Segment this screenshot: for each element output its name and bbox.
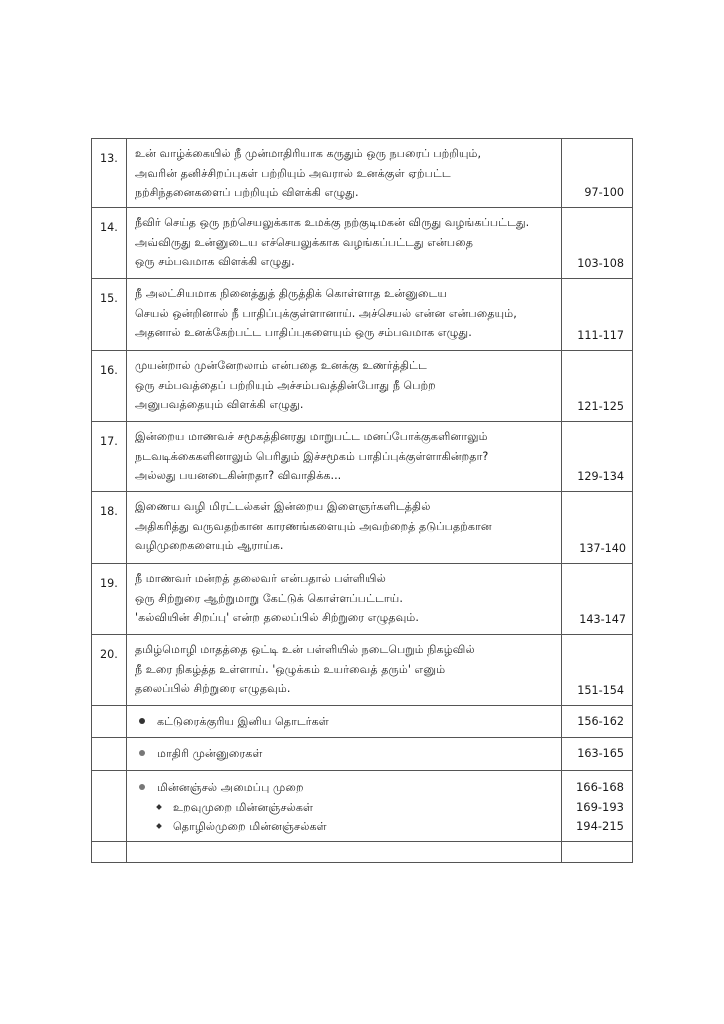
toc-row <box>92 139 633 208</box>
page-ranges <box>562 771 633 842</box>
question-line: அனுபவத்தையும் விளக்கி எழுது. <box>135 398 304 411</box>
question-line: வழிமுறைகளையும் ஆராய்க. <box>135 539 284 552</box>
empty-cell <box>92 706 127 738</box>
toc-row <box>92 351 633 422</box>
question-line: இணைய வழி மிரட்டல்கள் இன்றைய இளைஞர்களிடத்தில் <box>135 500 431 513</box>
bullet-icon <box>139 750 145 756</box>
page-range: 137-140 <box>562 492 633 564</box>
question-line: நீ உரை நிகழ்த்த உள்ளாய். 'ஒழுக்கம் உயர்வைத் தரும்' எனும் <box>135 662 446 676</box>
question-line: இன்றைய மாணவச் சமூகத்தினரது மாறுபட்ட மனப்போக்குகளினாலும் <box>135 430 488 443</box>
question-number: 17. <box>92 422 127 492</box>
toc-row <box>92 564 633 635</box>
empty-row <box>92 842 633 863</box>
question-line: நடவடிக்கைகளினாலும் பெரிதும் இச்சமூகம் பாதிப்புக்குள்ளாகின்றதா? <box>135 449 489 463</box>
question-number: 13. <box>92 139 127 208</box>
section-entry <box>127 706 562 738</box>
question-text <box>127 635 562 706</box>
question-line: நீவிர் செய்த ஒரு நற்செயலுக்காக உமக்கு நற்குடிமகன் விருது வழங்கப்பட்டது. <box>135 216 530 229</box>
toc-row <box>92 422 633 492</box>
question-line: நீ மாணவர் மன்றத் தலைவர் என்பதால் பள்ளியில் <box>135 572 386 585</box>
diamond-bullet-icon <box>156 823 162 829</box>
section-label: கட்டுரைக்குரிய இனிய தொடர்கள் <box>157 714 329 728</box>
table-of-contents <box>91 138 633 863</box>
question-line: தலைப்பில் சிற்றுரை எழுதவும். <box>135 682 291 695</box>
question-text <box>127 139 562 208</box>
toc-row <box>92 279 633 351</box>
question-text <box>127 492 562 564</box>
question-text <box>127 351 562 422</box>
page-range: 156-162 <box>562 706 633 738</box>
section-entry <box>127 738 562 771</box>
toc-section-row <box>92 738 633 771</box>
question-line: உன் வாழ்க்கையில் நீ முன்மாதிரியாக கருதும் ஒரு நபரைப் பற்றியும், <box>135 147 482 160</box>
bullet-icon <box>139 718 145 724</box>
question-line: அவ்விருது உன்னுடைய எச்செயலுக்காக வழங்கப்பட்டது என்பதை <box>135 235 474 249</box>
question-number: 18. <box>92 492 127 564</box>
page-range: 169-193 <box>575 799 624 814</box>
toc-row <box>92 492 633 564</box>
toc-row <box>92 208 633 279</box>
question-line: அல்லது பயனடைகின்றதா? விவாதிக்க... <box>135 469 342 482</box>
question-line: நீ அலட்சியமாக நினைத்துத் திருத்திக் கொள்ளாத உன்னுடைய <box>135 287 448 300</box>
question-number: 16. <box>92 351 127 422</box>
subitem-label: தொழில்முறை மின்னஞ்சல்கள் <box>173 820 327 833</box>
question-line: முயன்றால் முன்னேறலாம் என்பதை உனக்கு உணர்த்திட்ட <box>135 359 427 372</box>
page-range: 143-147 <box>562 564 633 635</box>
empty-cell <box>92 771 127 842</box>
diamond-bullet-icon <box>156 804 162 810</box>
page-range: 163-165 <box>562 738 633 771</box>
question-line: செயல் ஒன்றினால் நீ பாதிப்புக்குள்ளானாய். அச்செயல் என்ன என்பதையும், <box>135 306 517 320</box>
section-entry <box>127 771 562 842</box>
question-line: ஒரு சம்பவத்தைப் பற்றியும் அச்சம்பவத்தின்போது நீ பெற்ற <box>135 378 436 392</box>
page-range: 111-117 <box>562 279 633 351</box>
question-text <box>127 279 562 351</box>
question-line: நற்சிந்தனைகளைப் பற்றியும் விளக்கி எழுது. <box>135 186 359 199</box>
question-text <box>127 422 562 492</box>
page-range: 194-215 <box>575 819 624 833</box>
section-label: மாதிரி முன்னுரைகள் <box>157 747 263 761</box>
toc-row <box>92 635 633 706</box>
question-number: 14. <box>92 208 127 279</box>
toc-section-row <box>92 771 633 842</box>
question-line: தமிழ்மொழி மாதத்தை ஒட்டி உன் பள்ளியில் நடைபெறும் நிகழ்வில் <box>135 643 475 656</box>
empty-cell <box>127 842 562 863</box>
page-range: 166-168 <box>575 780 624 794</box>
section-label: மின்னஞ்சல் அமைப்பு முறை <box>157 781 304 794</box>
question-line: 'கல்வியின் சிறப்பு' என்ற தலைப்பில் சிற்றுரை எழுதவும். <box>135 611 419 624</box>
page-range: 97-100 <box>562 139 633 208</box>
question-number: 19. <box>92 564 127 635</box>
question-line: அதனால் உனக்கேற்பட்ட பாதிப்புகளையும் ஒரு சம்பவமாக எழுது. <box>135 326 472 339</box>
subitem-label: உறவுமுறை மின்னஞ்சல்கள் <box>173 800 314 814</box>
question-line: அவரின் தனிச்சிறப்புகள் பற்றியும் அவரால் உனக்குள் ஏற்பட்ட <box>135 166 451 180</box>
page-range: 129-134 <box>562 422 633 492</box>
question-line: ஒரு சம்பவமாக விளக்கி எழுது. <box>135 255 295 268</box>
question-number: 15. <box>92 279 127 351</box>
page-range: 151-154 <box>562 635 633 706</box>
question-text <box>127 208 562 279</box>
question-line: ஒரு சிற்றுரை ஆற்றுமாறு கேட்டுக் கொள்ளப்பட்டாய். <box>135 591 403 605</box>
empty-cell <box>92 842 127 863</box>
question-line: அதிகரித்து வருவதற்கான காரணங்களையும் அவற்றைத் தடுப்பதற்கான <box>135 519 492 533</box>
page-range: 121-125 <box>562 351 633 422</box>
toc-section-row <box>92 706 633 738</box>
page-range: 103-108 <box>562 208 633 279</box>
bullet-icon <box>139 784 145 790</box>
empty-cell <box>92 738 127 771</box>
question-text <box>127 564 562 635</box>
empty-cell <box>562 842 633 863</box>
question-number: 20. <box>92 635 127 706</box>
